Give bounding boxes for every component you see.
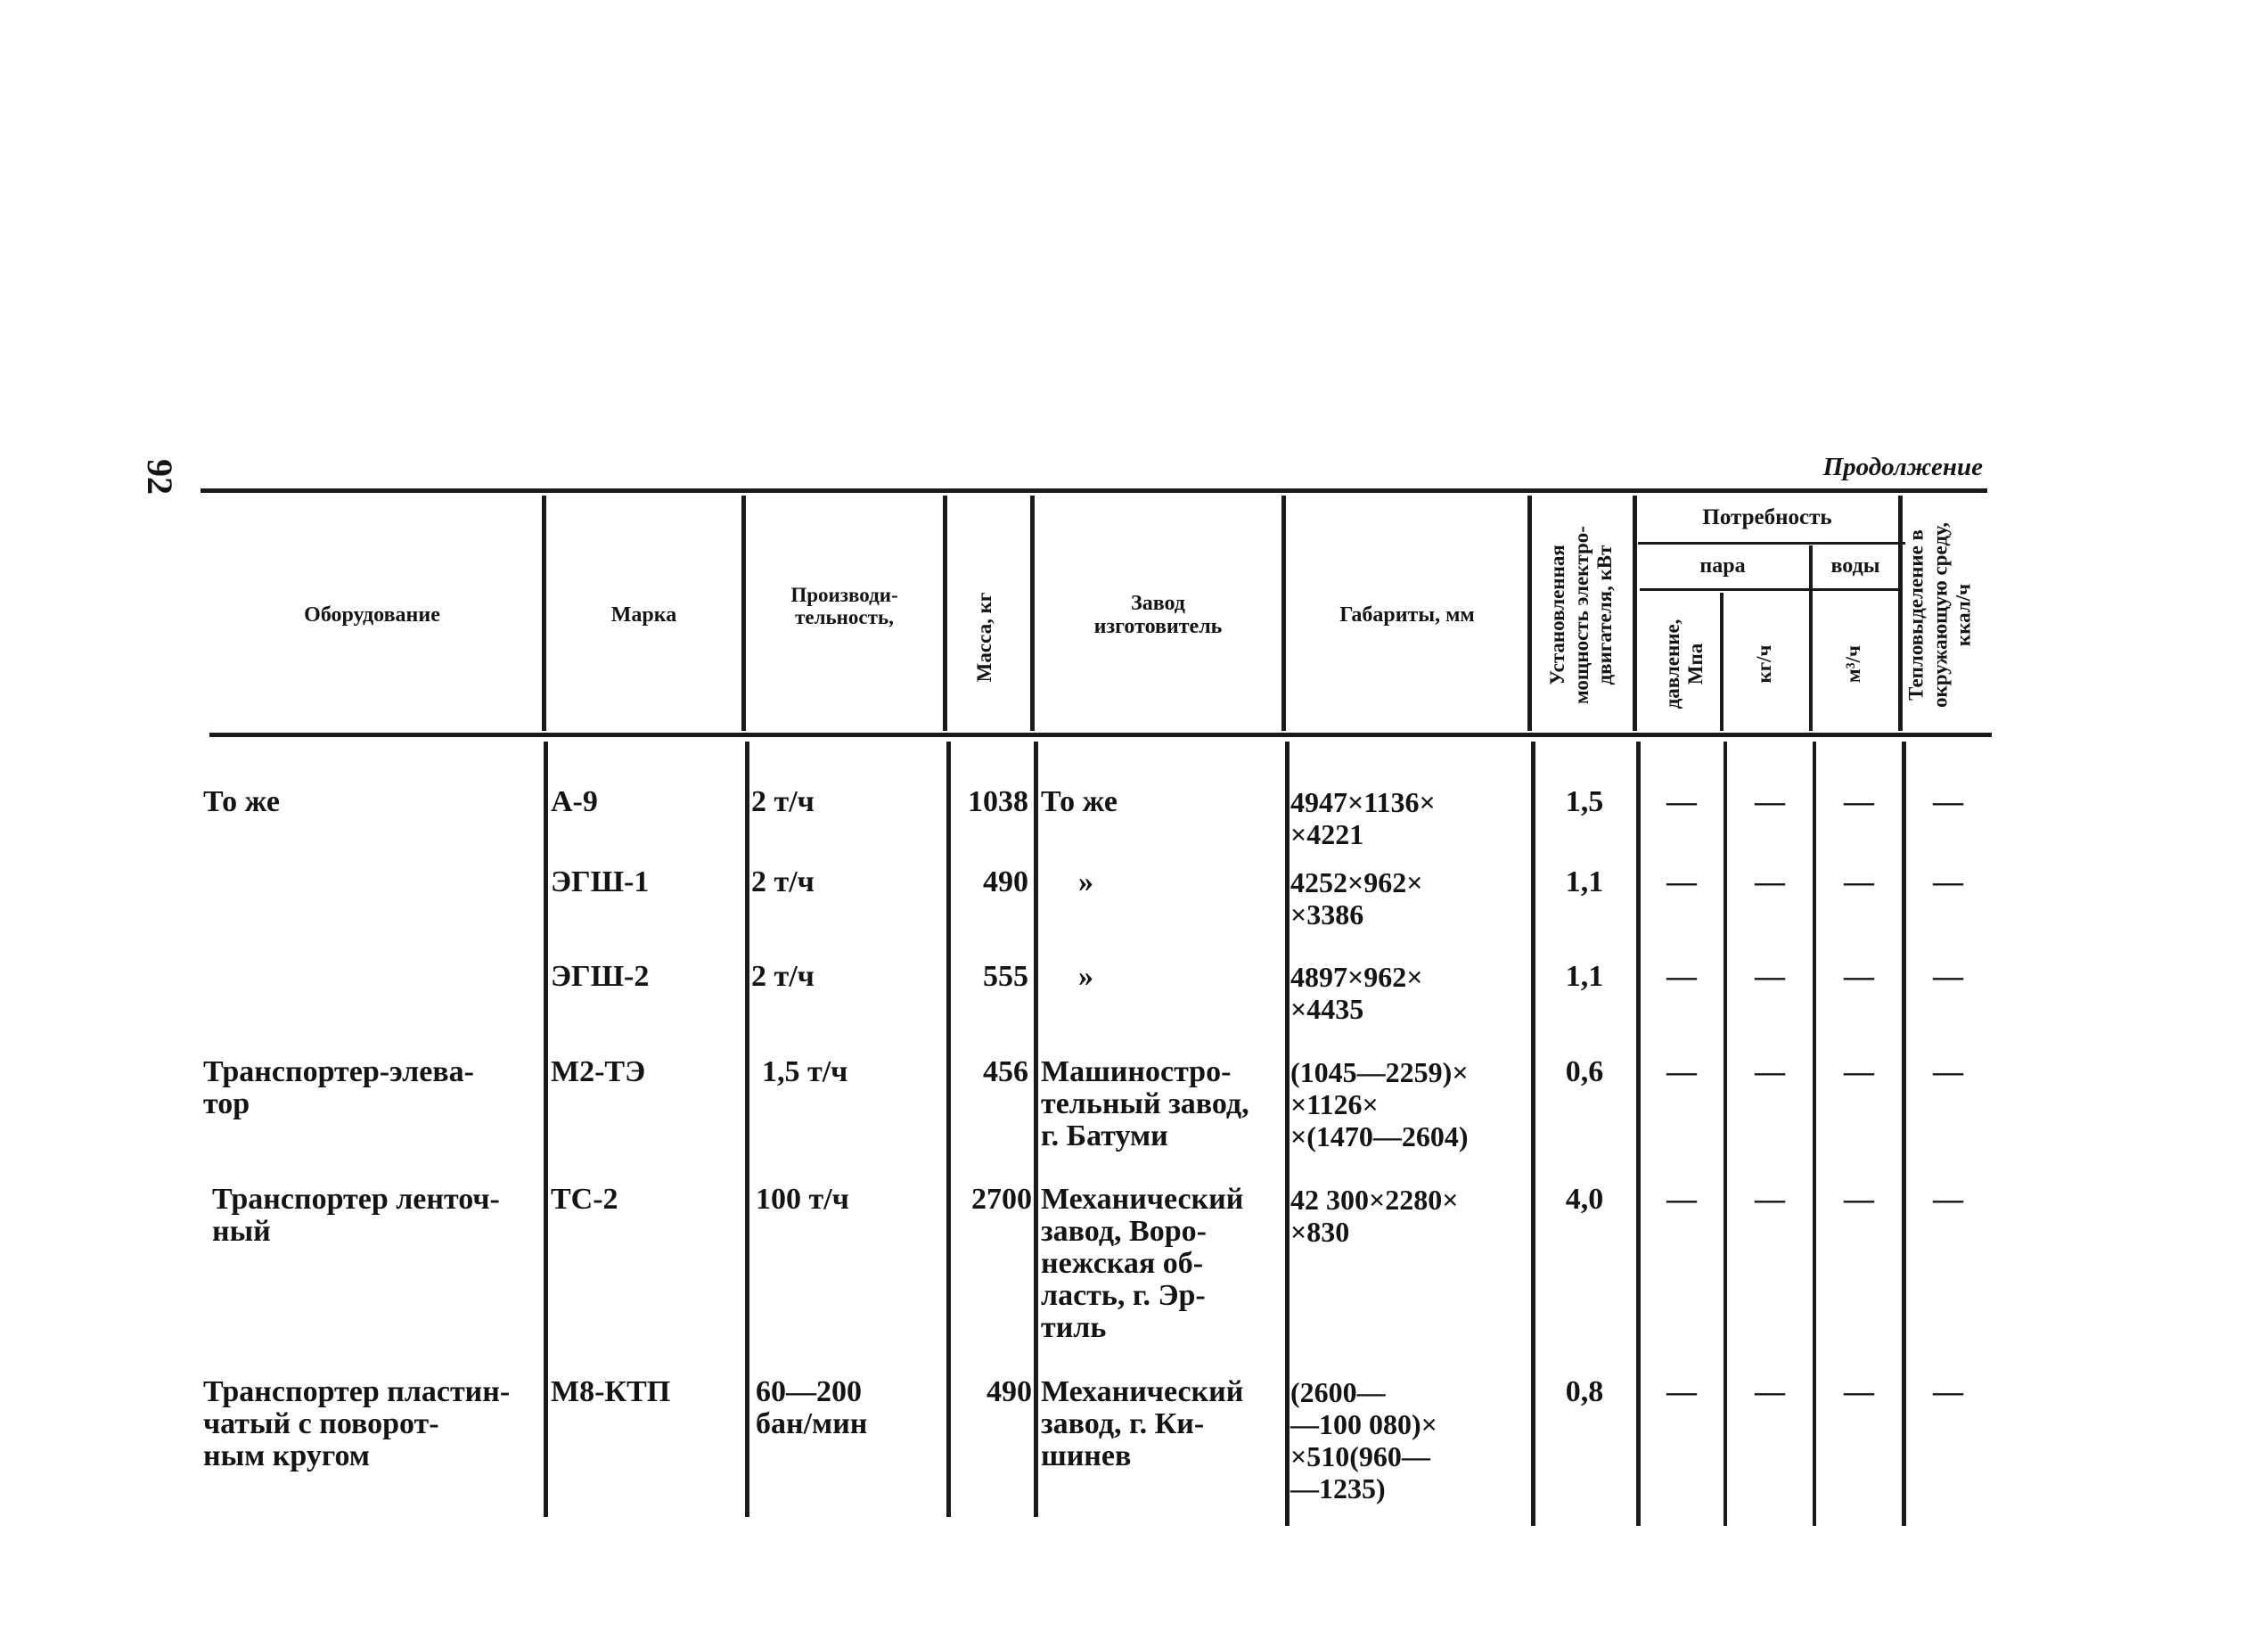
header-dimensions: Габариты, мм [1339, 603, 1475, 627]
row5-water: — [1844, 1183, 1874, 1216]
header-productivity: Производи- тельность, [790, 583, 898, 628]
row1-water: — [1844, 785, 1874, 818]
row6-dimensions: (2600— —100 080)× ×510(960— —1235) [1290, 1376, 1437, 1505]
row6-pressure: — [1666, 1375, 1697, 1408]
header-manufacturer: Завод изготовитель [1093, 591, 1223, 638]
col-rule-1-header [542, 496, 546, 731]
row5-power: 4,0 [1565, 1183, 1604, 1216]
header-bottom-rule [209, 733, 1992, 737]
col-rule-10-body [1902, 742, 1906, 1526]
row1-productivity: 2 т/ч [751, 785, 815, 818]
row4-equipment: Транспортер-элева- тор [203, 1055, 474, 1120]
row2-steam: — [1755, 865, 1785, 898]
header-heat: Тепловыделение в окружающую среду, ккал/ч [1904, 522, 1975, 708]
header-pressure: давление, Мпа [1660, 619, 1707, 709]
header-equipment: Оборудование [304, 603, 440, 627]
steam-water-rule [1640, 588, 1898, 591]
row1-manufacturer: То же [1041, 785, 1118, 818]
col-rule-1-body [544, 742, 548, 1517]
row2-manufacturer: » [1078, 865, 1093, 898]
row1-heat: — [1933, 785, 1963, 818]
continuation-label: Продолжение [1822, 453, 1983, 481]
row3-mass: 555 [983, 960, 1028, 993]
row4-water: — [1844, 1055, 1874, 1088]
row5-equipment: Транспортер ленточ- ный [212, 1183, 500, 1248]
row2-brand: ЭГШ-1 [551, 865, 650, 898]
col-rule-9-body [1813, 742, 1816, 1526]
table-top-rule [201, 488, 1987, 493]
header-power: Установленная мощность электро-двигателя, кВт [1546, 526, 1617, 704]
row3-pressure: — [1666, 960, 1697, 993]
row1-equipment: То же [203, 785, 280, 818]
row4-steam: — [1755, 1055, 1785, 1088]
row2-heat: — [1933, 865, 1963, 898]
col-rule-8-body [1724, 742, 1727, 1526]
row6-power: 0,8 [1565, 1375, 1604, 1408]
col-rule-4-header [1030, 496, 1035, 731]
col-rule-5-body [1285, 742, 1290, 1526]
row3-dimensions: 4897×962× ×4435 [1290, 961, 1423, 1025]
row5-heat: — [1933, 1183, 1963, 1216]
row4-dimensions: (1045—2259)× ×1126× ×(1470—2604) [1290, 1056, 1469, 1152]
row3-water: — [1844, 960, 1874, 993]
row2-dimensions: 4252×962× ×3386 [1290, 866, 1423, 931]
row3-power: 1,1 [1565, 960, 1604, 993]
col-rule-4-body [1034, 742, 1038, 1517]
row4-mass: 456 [983, 1055, 1028, 1088]
row5-mass: 2700 [971, 1183, 1032, 1216]
row1-steam: — [1755, 785, 1785, 818]
header-steam-rate: кг/ч [1752, 644, 1775, 684]
row3-productivity: 2 т/ч [751, 960, 815, 993]
header-need: Потребность [1702, 505, 1832, 530]
header-mass: Масса, кг [972, 592, 995, 683]
header-steam: пара [1699, 553, 1746, 578]
row2-mass: 490 [983, 865, 1028, 898]
header-water-rate: м³/ч [1841, 645, 1864, 683]
row5-productivity: 100 т/ч [756, 1183, 849, 1216]
row1-pressure: — [1666, 785, 1697, 818]
row6-manufacturer: Механический завод, г. Ки- шинев [1041, 1375, 1244, 1472]
page-number: 92 [140, 459, 181, 495]
need-group-rule [1638, 542, 1905, 545]
row3-manufacturer: » [1078, 960, 1093, 993]
row1-mass: 1038 [968, 785, 1028, 818]
col-rule-6-header [1527, 496, 1532, 731]
row4-productivity: 1,5 т/ч [762, 1055, 848, 1088]
header-brand: Марка [610, 603, 677, 627]
row4-heat: — [1933, 1055, 1963, 1088]
col-rule-5-header [1281, 496, 1286, 731]
row2-productivity: 2 т/ч [751, 865, 815, 898]
col-rule-7-header [1633, 496, 1637, 731]
row5-pressure: — [1666, 1183, 1697, 1216]
row6-heat: — [1933, 1375, 1963, 1408]
row6-brand: М8-КТП [551, 1375, 671, 1408]
row3-brand: ЭГШ-2 [551, 960, 650, 993]
col-rule-2-header [741, 496, 746, 731]
row6-mass: 490 [987, 1375, 1032, 1408]
row5-brand: ТС-2 [551, 1183, 618, 1216]
row2-power: 1,1 [1565, 865, 1604, 898]
row5-steam: — [1755, 1183, 1785, 1216]
row1-brand: А-9 [551, 785, 598, 818]
row4-manufacturer: Машиностро- тельный завод, г. Батуми [1041, 1055, 1249, 1152]
row4-brand: М2-ТЭ [551, 1055, 646, 1088]
row5-dimensions: 42 300×2280× ×830 [1290, 1184, 1459, 1248]
col-rule-2-body [745, 742, 749, 1517]
row5-manufacturer: Механический завод, Воро- нежская об- ласть, г. Эр- тиль [1041, 1183, 1244, 1344]
col-rule-7-body [1636, 742, 1641, 1526]
row1-dimensions: 4947×1136× ×4221 [1290, 786, 1436, 850]
row6-steam: — [1755, 1375, 1785, 1408]
row6-equipment: Транспортер пластин- чатый с поворот- ным кругом [203, 1375, 511, 1472]
row3-heat: — [1933, 960, 1963, 993]
header-water: воды [1830, 553, 1880, 578]
row4-power: 0,6 [1565, 1055, 1604, 1088]
row6-productivity: 60—200 бан/мин [756, 1375, 868, 1440]
row2-pressure: — [1666, 865, 1697, 898]
row4-pressure: — [1666, 1055, 1697, 1088]
col-rule-6-body [1531, 742, 1535, 1526]
row3-steam: — [1755, 960, 1785, 993]
row6-water: — [1844, 1375, 1874, 1408]
col-rule-9-header [1809, 545, 1813, 731]
row2-water: — [1844, 865, 1874, 898]
row1-power: 1,5 [1565, 785, 1604, 818]
